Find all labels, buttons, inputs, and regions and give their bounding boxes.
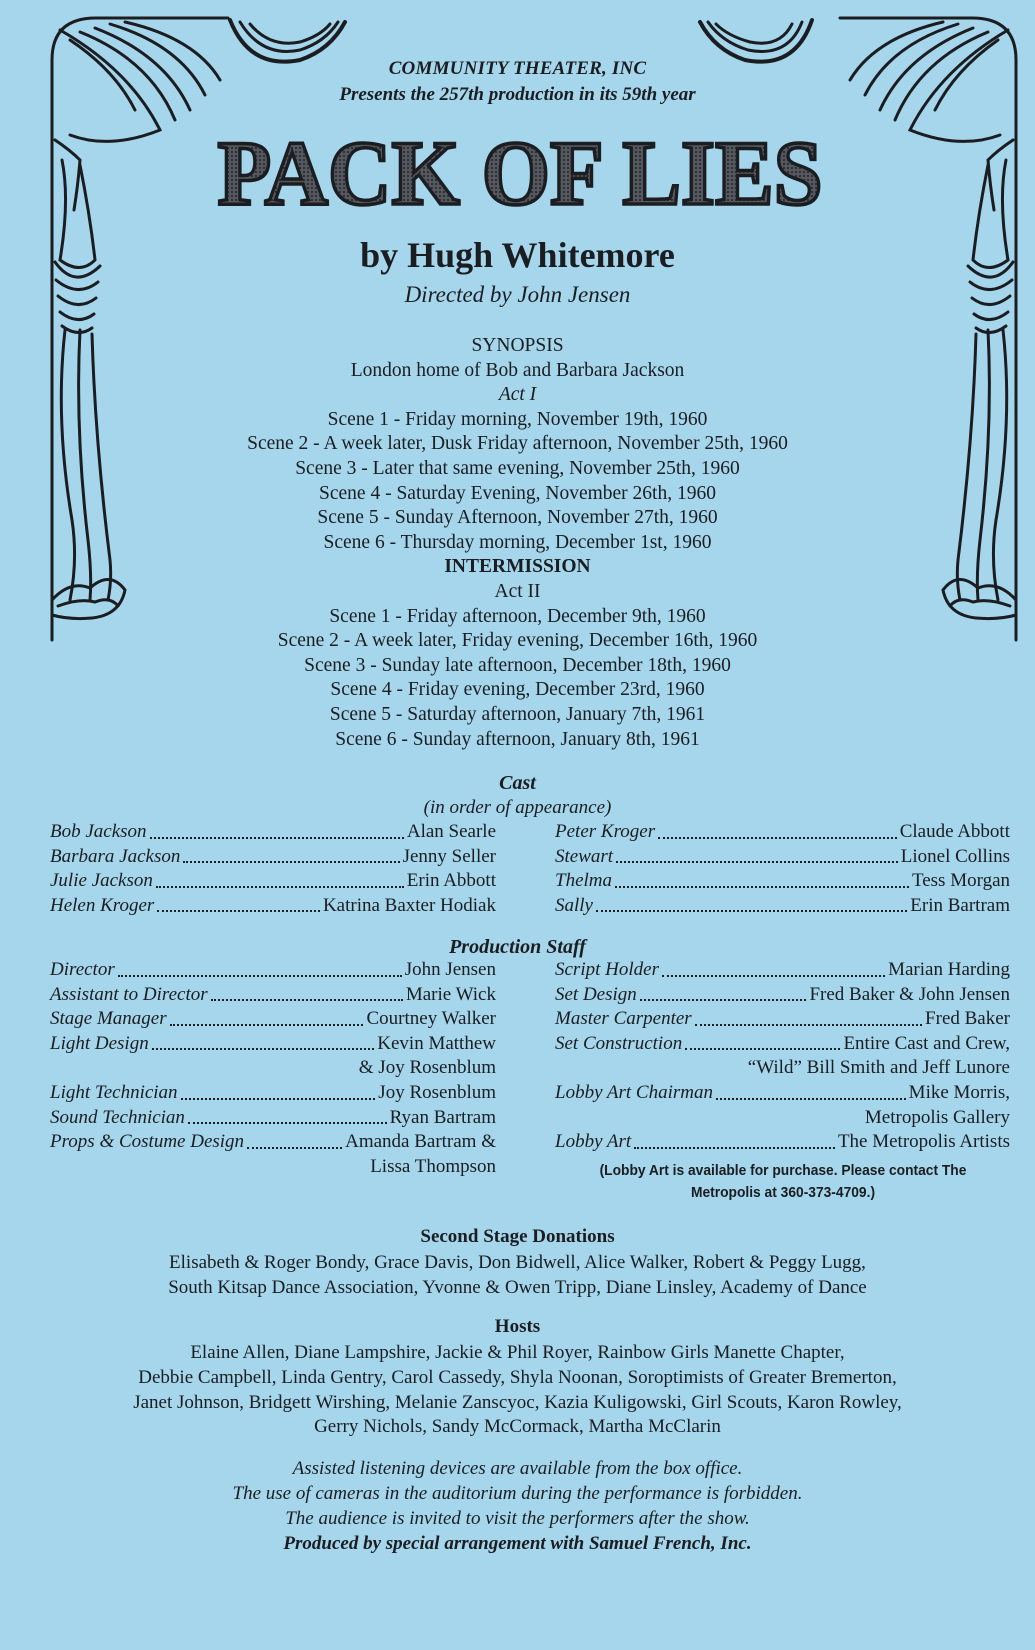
cast-role: Peter Kroger [555, 821, 656, 842]
staff-name: Marie Wick [405, 983, 496, 1005]
leader-dots [150, 837, 404, 839]
staff-role: Set Construction [555, 1032, 683, 1054]
leader-dots [188, 1122, 387, 1124]
cast-right-column [555, 820, 1010, 918]
leader-dots [596, 910, 907, 912]
cast-entry [50, 845, 496, 870]
scene-line: Scene 1 - Friday afternoon, December 9th, 1960 [329, 605, 706, 627]
hosts-line: Elaine Allen, Diane Lampshire, Jackie & Phil Royer, Rainbow Girls Manette Chapter, [190, 1342, 845, 1363]
cast-role: Barbara Jackson [50, 845, 181, 867]
leader-dots [662, 975, 885, 977]
staff-entry [555, 1130, 1010, 1155]
production-line: Presents the 257th production in its 59th year [339, 84, 696, 105]
staff-name: Courtney Walker [366, 1008, 496, 1030]
footer-line: The use of cameras in the auditorium during the performance is forbidden. [232, 1483, 803, 1504]
leader-dots [183, 861, 399, 863]
staff-entry [50, 1081, 496, 1106]
staff-role: Director [50, 959, 115, 980]
leader-dots [634, 1147, 835, 1149]
cast-name: Tess Morgan [911, 870, 1010, 892]
staff-name: Fred Baker [925, 1008, 1010, 1030]
staff-role: Master Carpenter [555, 1008, 692, 1030]
cast-entry [50, 869, 496, 894]
staff-role: Set Design [555, 983, 637, 1005]
leader-dots [658, 837, 897, 839]
lobby-art-note-line: (Lobby Art is available for purchase. Please contact The [599, 1162, 967, 1179]
footer-notes [0, 1456, 1035, 1556]
cast-name: Erin Abbott [406, 870, 496, 892]
lobby-art-note [567, 1160, 999, 1204]
synopsis-setting: London home of Bob and Barbara Jackson [350, 359, 685, 381]
staff-role: Light Design [50, 1032, 149, 1054]
scene-line: Scene 4 - Friday evening, December 23rd, 1960 [330, 679, 705, 701]
staff-name: Marian Harding [888, 959, 1010, 980]
staff-name: Mike Morris, [908, 1081, 1010, 1103]
cast-name: Katrina Baxter Hodiak [322, 894, 496, 916]
scene-line: Scene 5 - Sunday Afternoon, November 27th, 1960 [317, 507, 718, 529]
staff-entry [50, 1007, 496, 1032]
leader-dots [616, 861, 898, 863]
staff-heading: Production Staff [449, 936, 586, 958]
staff-name: Joy Rosenblum [378, 1081, 496, 1103]
staff-name: The Metropolis Artists [837, 1131, 1010, 1153]
cast-entry [555, 869, 1010, 894]
staff-entry [50, 958, 496, 983]
staff-name: Entire Cast and Crew, [843, 1032, 1010, 1054]
staff-role: Lobby Art [555, 1131, 632, 1153]
hosts-list [0, 1341, 1035, 1440]
cast-role: Julie Jackson [50, 870, 153, 892]
leader-dots [211, 999, 403, 1001]
staff-entry [555, 1032, 1010, 1057]
staff-entry [50, 983, 496, 1008]
footer-line: Assisted listening devices are available from the box office. [292, 1458, 743, 1479]
donations-line: Elisabeth & Roger Bondy, Grace Davis, Don Bidwell, Alice Walker, Robert & Peggy Lugg, [169, 1252, 866, 1273]
cast-entry [50, 820, 496, 845]
hosts-line: Gerry Nichols, Sandy McCormack, Martha McClarin [314, 1416, 721, 1438]
staff-entry [555, 1081, 1010, 1106]
cast-left-column [50, 820, 496, 918]
staff-entry [50, 1032, 496, 1057]
staff-name: Amanda Bartram & [345, 1131, 496, 1153]
staff-right-column [555, 958, 1010, 1155]
cast-entry [555, 820, 1010, 845]
staff-role: Props & Costume Design [50, 1131, 245, 1153]
company-name: COMMUNITY THEATER, INC [388, 58, 647, 79]
lobby-art-note-line: Metropolis at 360-373-4709.) [690, 1184, 876, 1201]
cast-role: Stewart [555, 845, 614, 867]
rights-credit: Produced by special arrangement with Samuel French, Inc. [283, 1533, 752, 1554]
cast-role: Thelma [555, 870, 612, 892]
staff-name: Kevin Matthew [377, 1032, 496, 1054]
cast-entry [555, 894, 1010, 919]
scene-line: Scene 1 - Friday morning, November 19th, 1960 [327, 408, 708, 430]
act-2-label: Act II [494, 580, 541, 602]
leader-dots [170, 1024, 364, 1026]
hosts-line: Janet Johnson, Bridgett Wirshing, Melanie Zanscyoc, Kazia Kuligowski, Girl Scouts, Karon Rowley, [133, 1391, 902, 1413]
cast-name: Claude Abbott [899, 821, 1010, 842]
donations-heading: Second Stage Donations [420, 1226, 615, 1247]
synopsis [0, 334, 1035, 752]
staff-role: Assistant to Director [50, 983, 208, 1005]
cast-role: Bob Jackson [50, 821, 147, 842]
footer-line: The audience is invited to visit the performers after the show. [285, 1508, 750, 1529]
act-1-label: Act I [498, 384, 537, 406]
cast-name: Alan Searle [406, 821, 496, 842]
synopsis-heading: SYNOPSIS [471, 335, 564, 356]
staff-entry [555, 1007, 1010, 1032]
leader-dots [695, 1024, 922, 1026]
staff-entry [50, 1106, 496, 1131]
hosts-line: Debbie Campbell, Linda Gentry, Carol Cassedy, Shyla Noonan, Soroptimists of Greater Bremerton, [138, 1366, 897, 1388]
staff-role: Light Technician [50, 1081, 178, 1103]
staff-entry [50, 1130, 496, 1155]
hosts-heading: Hosts [494, 1316, 541, 1337]
donations-line: South Kitsap Dance Association, Yvonne & Owen Tripp, Diane Linsley, Academy of Dance [168, 1276, 867, 1298]
staff-role: Sound Technician [50, 1106, 185, 1128]
scene-line: Scene 6 - Sunday afternoon, January 8th, 1961 [335, 728, 700, 750]
staff-name: John Jensen [404, 959, 496, 980]
cast-name: Lionel Collins [900, 845, 1010, 867]
leader-dots [156, 886, 404, 888]
show-title-text: PACK OF LIES [217, 126, 823, 221]
scene-line: Scene 3 - Sunday late afternoon, December 18th, 1960 [304, 654, 731, 676]
staff-role: Stage Manager [50, 1008, 167, 1030]
cast-entry [50, 894, 496, 919]
staff-name-continued: Metropolis Gallery [864, 1106, 1010, 1128]
cast-subheading: (in order of appearance) [423, 797, 612, 818]
author-line: by Hugh Whitemore [360, 235, 675, 275]
staff-role: Script Holder [555, 959, 659, 980]
scene-line: Scene 6 - Thursday morning, December 1st, 1960 [323, 531, 712, 553]
scene-line: Scene 3 - Later that same evening, November 25th, 1960 [295, 457, 740, 479]
staff-name-continued: Lissa Thompson [370, 1155, 496, 1177]
staff-name: Ryan Bartram [389, 1106, 496, 1128]
leader-dots [640, 999, 807, 1001]
staff-left-column [50, 958, 496, 1179]
leader-dots [685, 1048, 840, 1050]
cast-entry [555, 845, 1010, 870]
leader-dots [181, 1098, 376, 1100]
director-line: Directed by John Jensen [404, 282, 631, 307]
staff-role: Lobby Art Chairman [555, 1081, 714, 1103]
cast-role: Helen Kroger [50, 894, 155, 916]
cast-role: Sally [555, 894, 593, 916]
intermission-label: INTERMISSION [444, 556, 591, 578]
show-title [210, 126, 830, 221]
cast-name: Jenny Seller [402, 845, 496, 867]
staff-entry [555, 958, 1010, 983]
scene-line: Scene 4 - Saturday Evening, November 26th, 1960 [319, 482, 716, 504]
leader-dots [118, 975, 402, 977]
leader-dots [152, 1048, 375, 1050]
staff-name-continued: “Wild” Bill Smith and Jeff Lunore [747, 1057, 1010, 1079]
scene-line: Scene 2 - A week later, Friday evening, December 16th, 1960 [277, 630, 758, 652]
staff-name-continued: & Joy Rosenblum [358, 1057, 496, 1079]
scene-line: Scene 2 - A week later, Dusk Friday afternoon, November 25th, 1960 [247, 433, 788, 455]
donations-list [0, 1251, 1035, 1301]
leader-dots [157, 910, 320, 912]
staff-entry [555, 983, 1010, 1008]
leader-dots [716, 1098, 906, 1100]
leader-dots [615, 886, 909, 888]
scene-line: Scene 5 - Saturday afternoon, January 7th, 1961 [329, 703, 706, 725]
cast-name: Erin Bartram [910, 894, 1010, 916]
cast-heading: Cast [499, 772, 536, 794]
leader-dots [247, 1147, 342, 1149]
staff-name: Fred Baker & John Jensen [809, 983, 1010, 1005]
